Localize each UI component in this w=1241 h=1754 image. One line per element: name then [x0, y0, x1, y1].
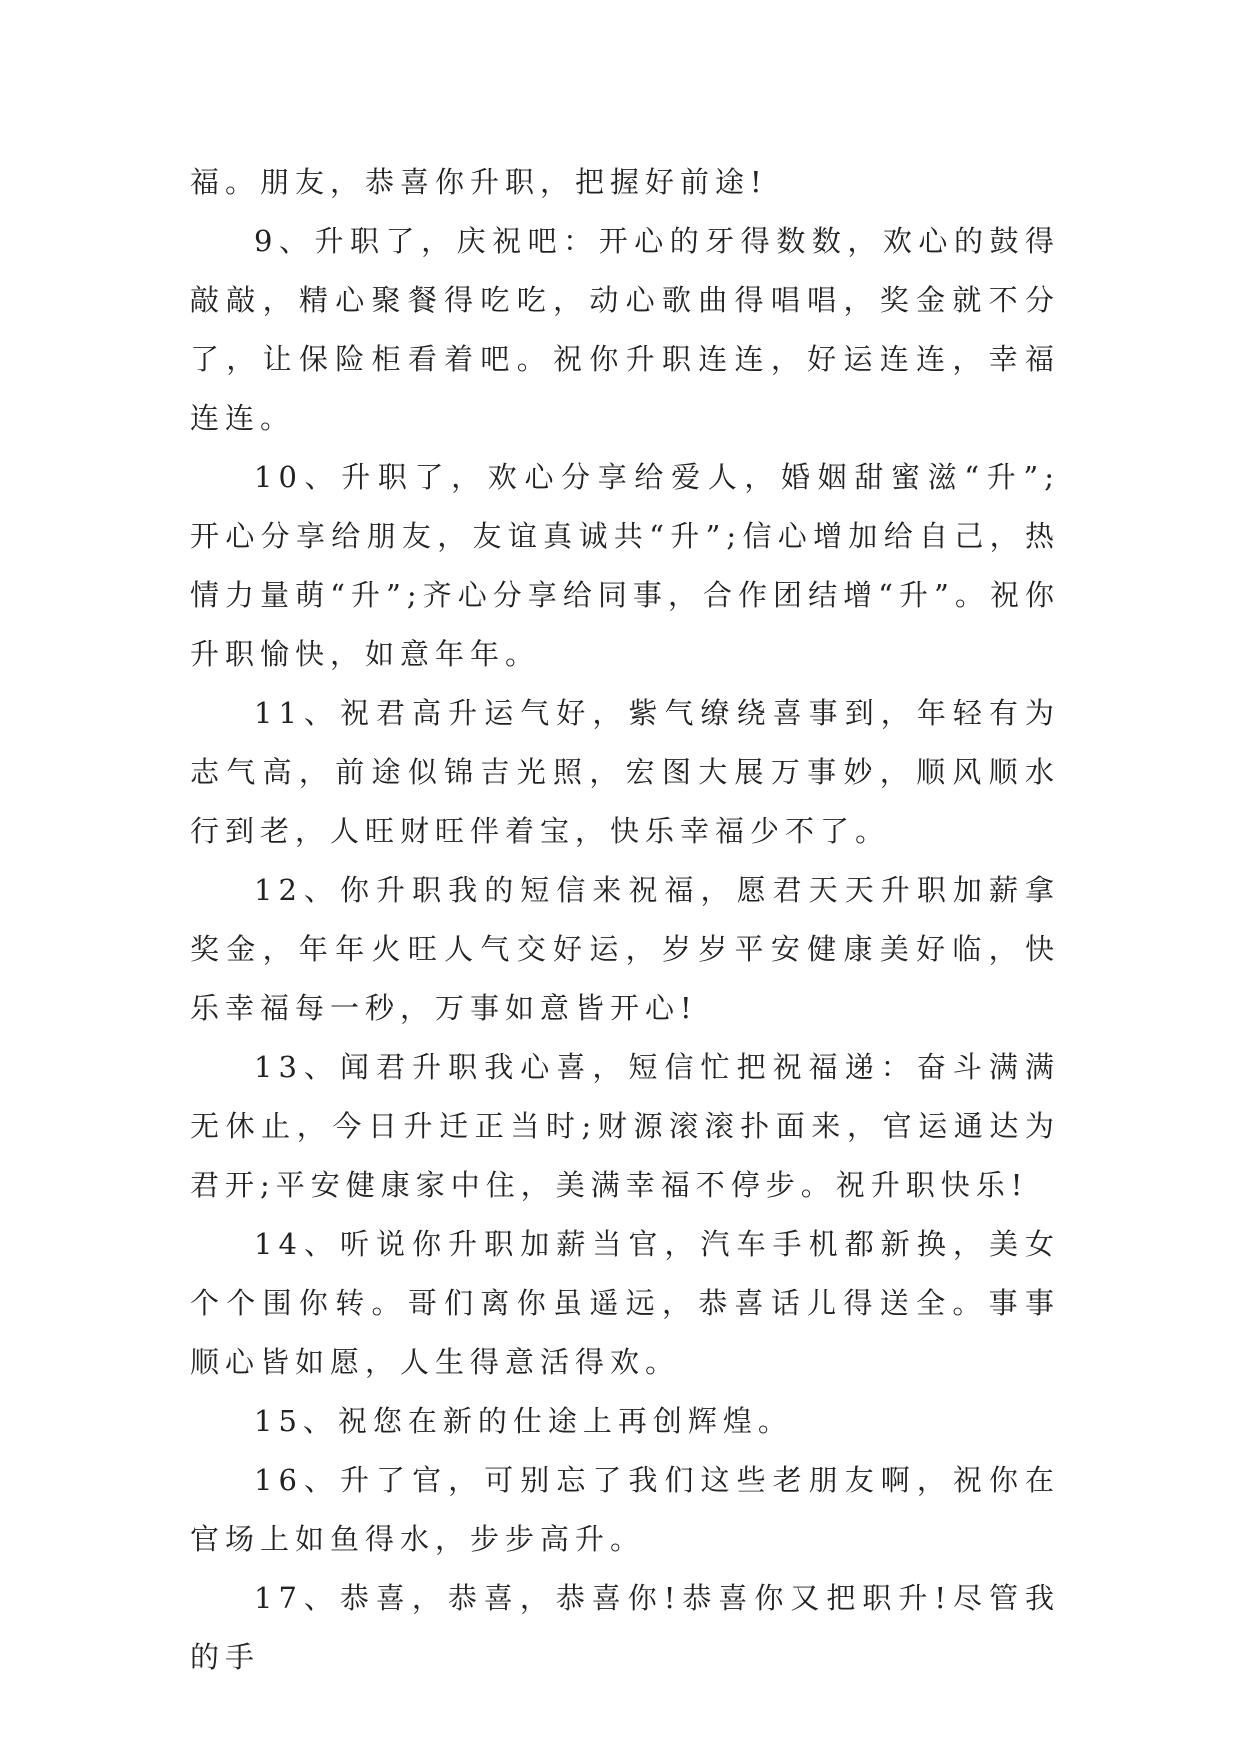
paragraph: 16、升了官，可别忘了我们这些老朋友啊，祝你在官场上如鱼得水，步步高升。 [190, 1463, 1060, 1556]
paragraph: 10、升职了，欢心分享给爱人，婚姻甜蜜滋“升”;开心分享给朋友，友谊真诚共“升”;信心增加给自己，热情力量萌“升”;齐心分享给同事，合作团结增“升”。祝你升职愉快，如意年年。 [190, 460, 1060, 671]
paragraph: 14、听说你升职加薪当官，汽车手机都新换，美女个个围你转。哥们离你虽遥远，恭喜话儿得送全。事事顺心皆如愿，人生得意活得欢。 [190, 1227, 1060, 1379]
document-body [190, 153, 1060, 1687]
paragraph: 9、升职了，庆祝吧：开心的牙得数数，欢心的鼓得敲敲，精心聚餐得吃吃，动心歌曲得唱唱，奖金就不分了，让保险柜看着吧。祝你升职连连，好运连连，幸福连连。 [190, 224, 1060, 435]
paragraph: 12、你升职我的短信来祝福，愿君天天升职加薪拿奖金，年年火旺人气交好运，岁岁平安健康美好临，快乐幸福每一秒，万事如意皆开心! [190, 873, 1060, 1025]
paragraph: 15、祝您在新的仕途上再创辉煌。 [254, 1404, 793, 1438]
paragraph: 13、闻君升职我心喜，短信忙把祝福递：奋斗满满无休止，今日升迁正当时;财源滚滚扑面来，官运通达为君开;平安健康家中住，美满幸福不停步。祝升职快乐! [190, 1050, 1060, 1202]
paragraph: 17、恭喜，恭喜，恭喜你!恭喜你又把职升!尽管我的手 [190, 1581, 1060, 1674]
paragraph: 福。朋友，恭喜你升职，把握好前途! [190, 165, 768, 199]
paragraph: 11、祝君高升运气好，紫气缭绕喜事到，年轻有为志气高，前途似锦吉光照，宏图大展万事妙，顺风顺水行到老，人旺财旺伴着宝，快乐幸福少不了。 [190, 696, 1060, 848]
